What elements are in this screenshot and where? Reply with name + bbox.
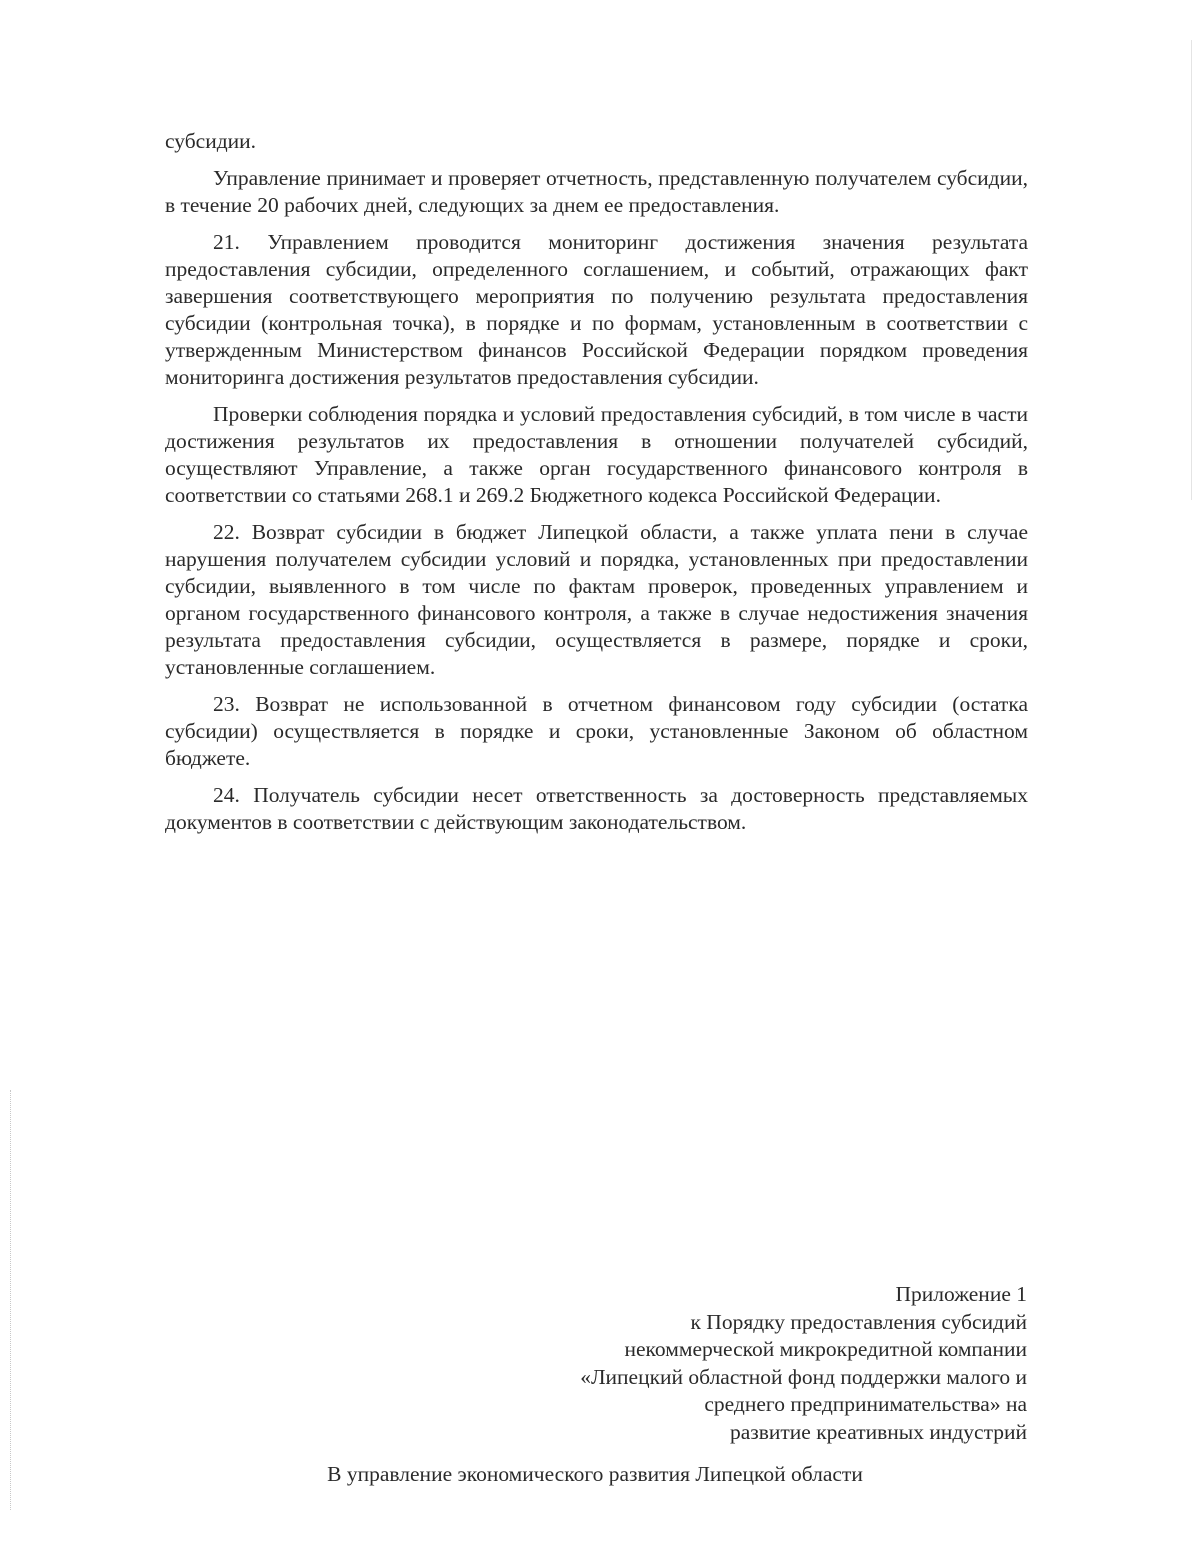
appendix-line: к Порядку предоставления субсидий: [690, 1309, 1027, 1334]
paragraph-23-unused-return: 23. Возврат не использованной в отчетном финансовом году субсидии (остатка субсидии) осуществляется в порядке и сроки, установленные Законом об областном бюджете.: [165, 692, 1028, 770]
paragraph-inspections: Проверки соблюдения порядка и условий предоставления субсидий, в том числе в части достижения результатов их предоставления в отношении получателей субсидий, осуществляют Управление, а также орган государственного финансового контроля в соответствии со статьями 268.1 и 269.2 Бюджетного кодекса Российской Федерации.: [165, 402, 1028, 507]
scan-edge-shadow: [1191, 40, 1194, 500]
document-body: [165, 128, 1028, 846]
appendix-line: среднего предпринимательства» на: [704, 1392, 1027, 1416]
paragraph-continuation: субсидии.: [165, 129, 257, 153]
appendix-header: [467, 1281, 1027, 1446]
addressee-line: В управление экономического развития Липецкой области: [327, 1462, 863, 1486]
paragraph-21-monitoring: 21. Управлением проводится мониторинг достижения значения результата предоставления субсидии, определенного соглашением, и событий, отражающих факт завершения соответствующего мероприятия по получению результата предоставления субсидии (контрольная точка), в порядке и по формам, установленным в соответствии с утвержденным Министерством финансов Российской Федерации порядком проведения мониторинга достижения результатов предоставления субсидии.: [165, 230, 1028, 389]
appendix-line: некоммерческой микрокредитной компании: [624, 1337, 1027, 1361]
appendix-line: «Липецкий областной фонд поддержки малого и: [580, 1364, 1027, 1389]
appendix-line: Приложение 1: [895, 1282, 1027, 1306]
paragraph-report-check: Управление принимает и проверяет отчетность, представленную получателем субсидии, в течение 20 рабочих дней, следующих за днем ее предоставления.: [165, 166, 1028, 217]
paragraph-24-responsibility: 24. Получатель субсидии несет ответственность за достоверность представляемых документов в соответствии с действующим законодательством.: [165, 783, 1028, 834]
scan-edge-mark: [10, 1090, 13, 1510]
appendix-line: развитие креативных индустрий: [729, 1419, 1027, 1444]
paragraph-22-return: 22. Возврат субсидии в бюджет Липецкой области, а также уплата пени в случае нарушения получателем субсидии условий и порядка, установленных при предоставлении субсидии, выявленного в том числе по фактам проверок, проведенных управлением и органом государственного финансового контроля, а также в случае недостижения значения результата предоставления субсидии, осуществляется в размере, порядке и сроки, установленные соглашением.: [165, 520, 1028, 679]
